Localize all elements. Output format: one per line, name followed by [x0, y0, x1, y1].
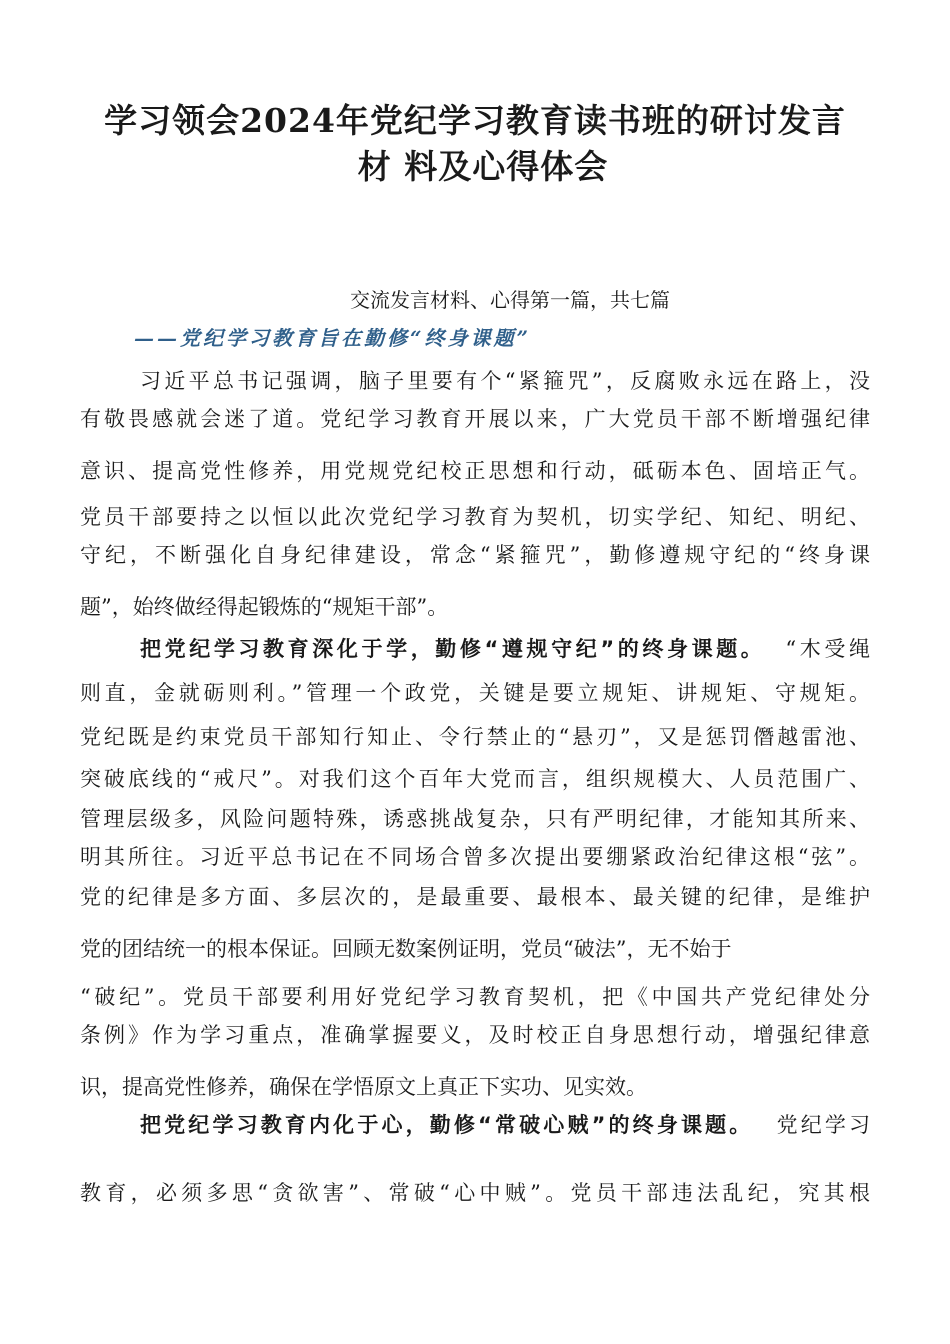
- paragraph-2-line: 则直，金就砺则利。”管理一个政党，关键是要立规矩、讲规矩、守规矩。: [80, 681, 870, 705]
- paragraph-1-line: 习近平总书记强调，脑子里要有个“紧箍咒”，反腐败永远在路上，没: [140, 369, 870, 393]
- paragraph-1-line: 守纪，不断强化自身纪律建设，常念“紧箍咒”，勤修遵规守纪的“终身课: [80, 543, 870, 567]
- paragraph-2-line: 党纪既是约束党员干部知行知止、令行禁止的“悬刃”，又是惩罚僭越雷池、: [80, 725, 870, 749]
- paragraph-2-line: 明其所往。习近平总书记在不同场合曾多次提出要绷紧政治纪律这根“弦”。: [80, 845, 870, 869]
- paragraph-1-line: 党员干部要持之以恒以此次党纪学习教育为契机，切实学纪、知纪、明纪、: [80, 505, 870, 529]
- paragraph-3-heading: 把党纪学习教育内化于心，勤修“常破心贼”的终身课题。: [140, 1113, 754, 1137]
- paragraph-2-first-tail: “木受绳: [785, 637, 870, 661]
- paragraph-2-line: 党的纪律是多方面、多层次的，是最重要、最根本、最关键的纪律，是维护: [80, 885, 870, 909]
- paragraph-2-line: 管理层级多，风险问题特殊，诱惑挑战复杂，只有严明纪律，才能知其所来、: [80, 807, 870, 831]
- paragraph-3-first-tail: 党纪学习: [773, 1113, 870, 1137]
- paragraph-2-line: 条例》作为学习重点，准确掌握要义，及时校正自身思想行动，增强纪律意: [80, 1023, 870, 1047]
- title-line-1: 学习领会2024年党纪学习教育读书班的研讨发言: [104, 101, 846, 140]
- paragraph-1-line: 意识、提高党性修养，用党规党纪校正思想和行动，砥砺本色、固培正气。: [80, 459, 870, 483]
- paragraph-2-line: 党的团结统一的根本保证。回顾无数案例证明，党员“破法”，无不始于: [80, 937, 732, 961]
- paragraph-3-first-line: [80, 1110, 870, 1140]
- section-subtitle: ——党纪学习教育旨在勤修“终身课题”: [134, 326, 532, 350]
- paragraph-1-line: 题”，始终做经得起锻炼的“规矩干部”。: [80, 595, 449, 619]
- document-title: [80, 98, 870, 190]
- paragraph-2-line: “破纪”。党员干部要利用好党纪学习教育契机，把《中国共产党纪律处分: [80, 985, 870, 1009]
- paragraph-2-line: 突破底线的“戒尺”。对我们这个百年大党而言，组织规模大、人员范围广、: [80, 767, 870, 791]
- paragraph-2-first-line: [80, 634, 870, 664]
- paragraph-2-line: 识，提高党性修养，确保在学悟原文上真正下实功、见实效。: [80, 1075, 647, 1099]
- paragraph-2-heading: 把党纪学习教育深化于学，勤修“遵规守纪”的终身课题。: [140, 637, 766, 661]
- series-note: 交流发言材料、心得第一篇，共七篇: [350, 288, 670, 312]
- paragraph-3-line: 教育，必须多思“贪欲害”、常破“心中贼”。党员干部违法乱纪，究其根: [80, 1181, 870, 1205]
- paragraph-1-line: 有敬畏感就会迷了道。党纪学习教育开展以来，广大党员干部不断增强纪律: [80, 407, 870, 431]
- title-line-2: 材 料及心得体会: [357, 147, 609, 186]
